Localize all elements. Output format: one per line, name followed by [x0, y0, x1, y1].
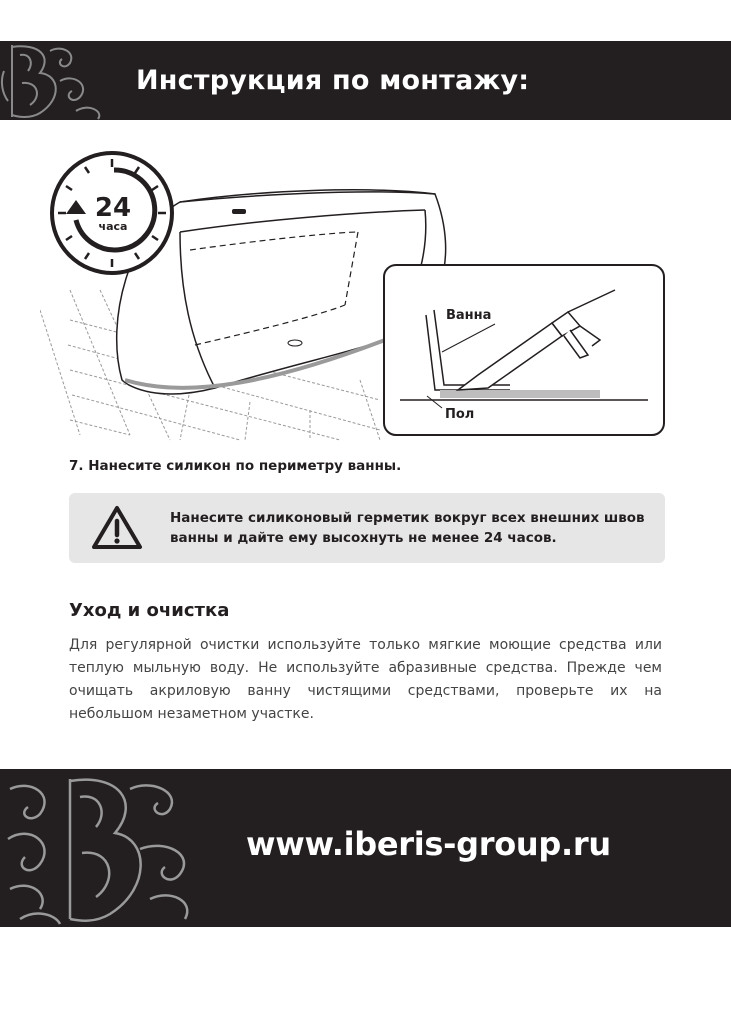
label-floor: Пол	[445, 407, 475, 422]
installation-illustration	[40, 140, 680, 445]
page-title: Инструкция по монтажу:	[136, 65, 530, 96]
warning-text: Нанесите силиконовый герметик вокруг всех внешних швов ванны и дайте ему высохнуть не менее 24 часов.	[170, 510, 645, 546]
detail-callout	[384, 265, 664, 435]
footer-url: www.iberis-group.ru	[246, 825, 611, 863]
clock-unit: часа	[98, 220, 128, 233]
ornament-logo-icon	[0, 769, 215, 927]
ornament-logo-icon	[0, 41, 120, 120]
warning-box	[69, 493, 665, 563]
warning-triangle-icon	[91, 504, 143, 550]
header-banner	[0, 41, 731, 120]
care-heading: Уход и очистка	[69, 600, 230, 621]
clock-number: 24	[94, 193, 132, 223]
care-paragraph: Для регулярной очистки используйте только мягкие моющие средства или теплую мыльную воду. Не используйте абразивные средства. Прежде чем очищать акриловую ванну чистящими средствами, проверьте их на небольшом незаметном участке.	[69, 637, 662, 722]
label-bath: Ванна	[446, 308, 492, 323]
footer-banner	[0, 769, 731, 927]
clock-24h-icon	[52, 153, 172, 273]
step-instruction: 7. Нанесите силикон по периметру ванны.	[69, 458, 402, 474]
